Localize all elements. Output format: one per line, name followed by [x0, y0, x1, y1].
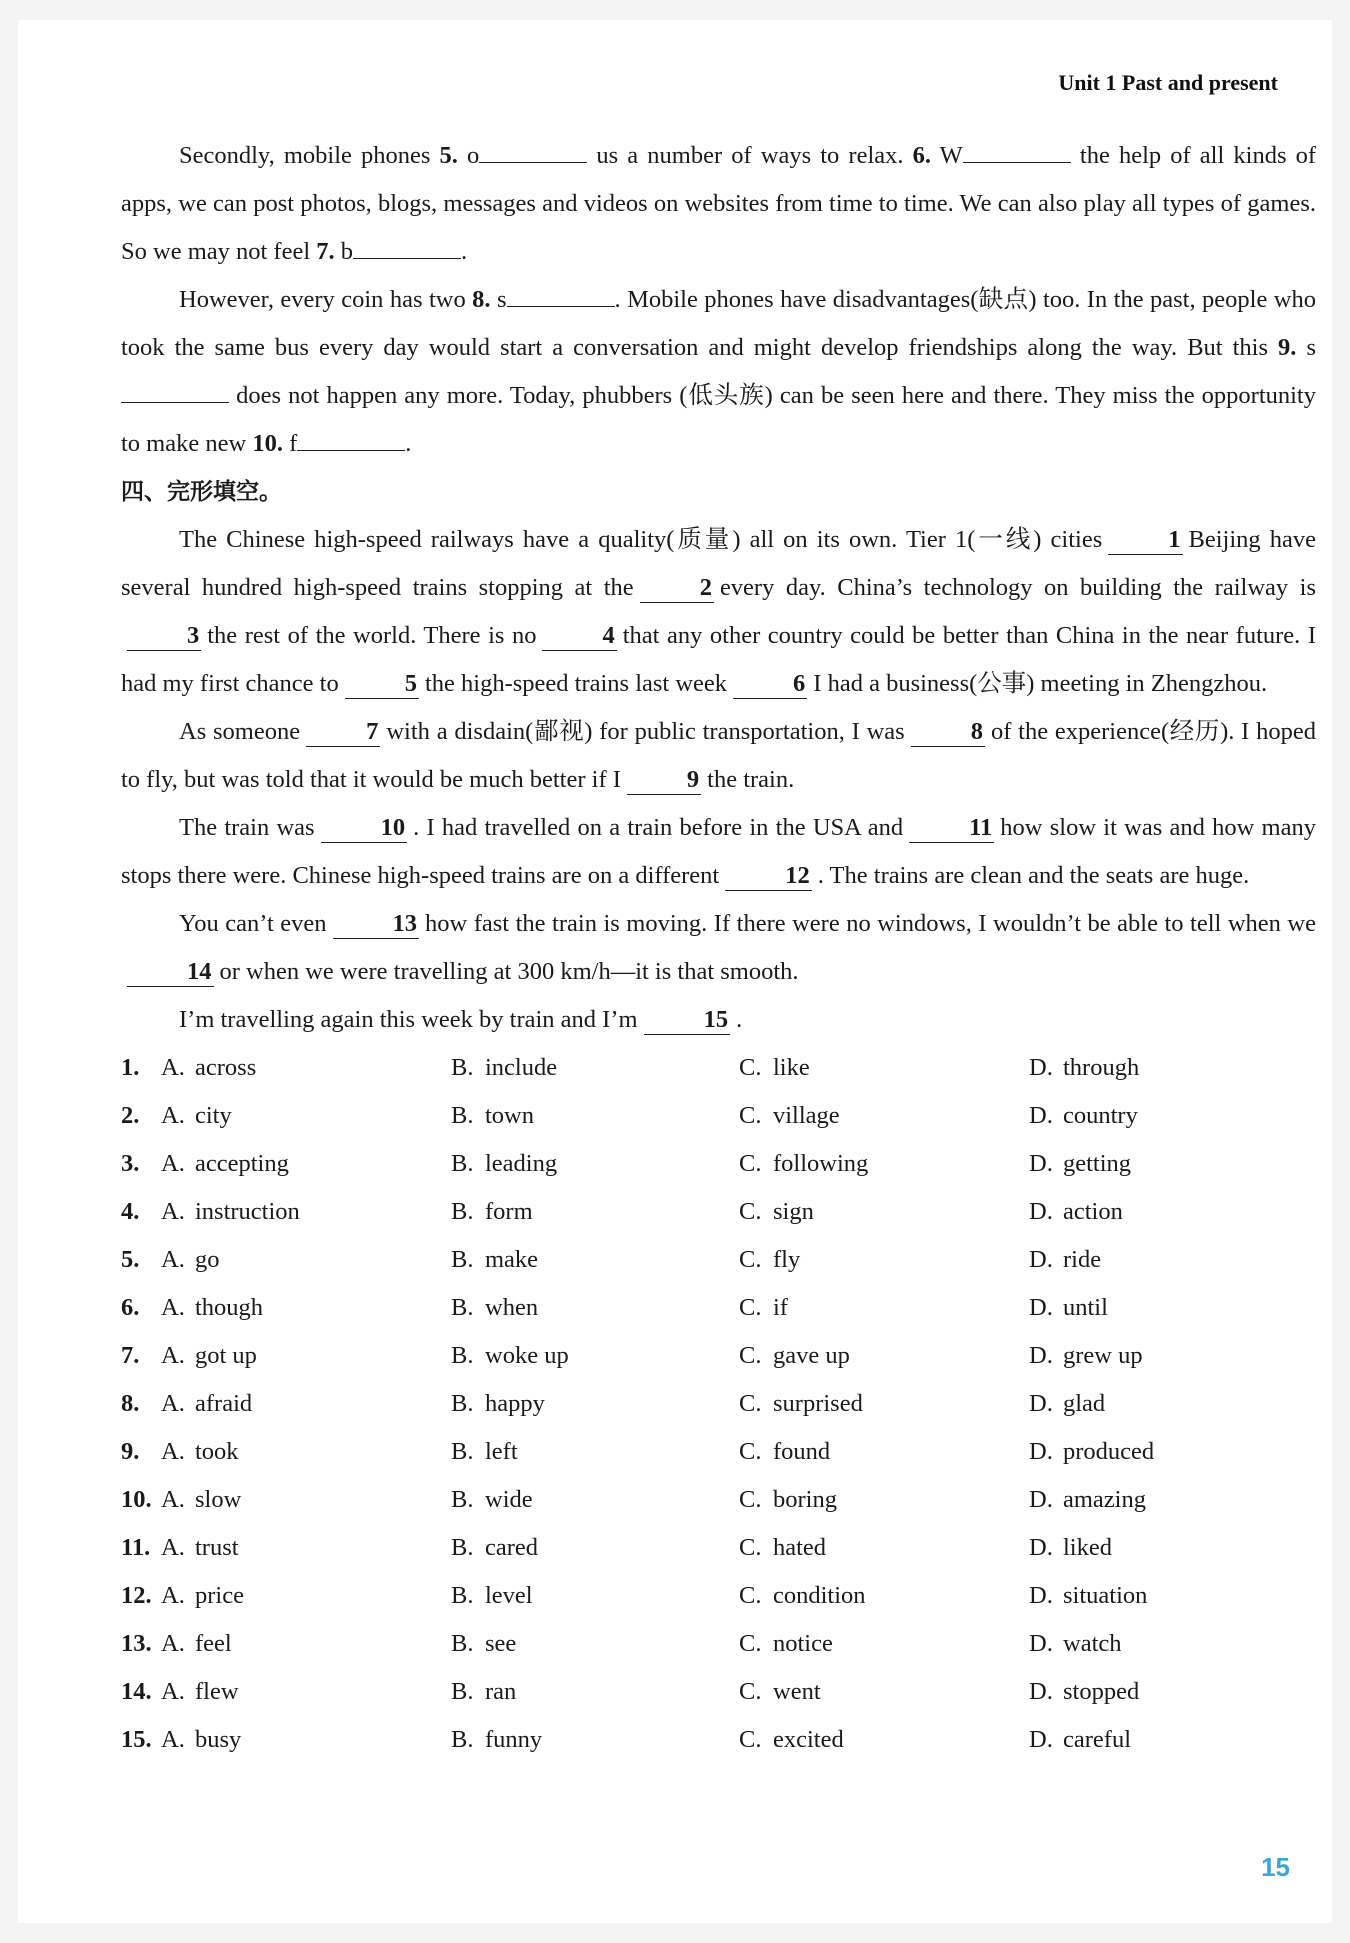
option-text: grew up [1063, 1342, 1143, 1369]
option-letter: B. [451, 1630, 474, 1657]
option-choice-a[interactable] [161, 1486, 451, 1514]
fill-blank-8[interactable] [507, 306, 615, 307]
option-letter: B. [451, 1582, 474, 1609]
option-choice-a[interactable] [161, 1150, 451, 1178]
option-letter: C. [739, 1390, 762, 1417]
option-question-number: 3. [121, 1150, 140, 1177]
option-row [121, 1620, 1316, 1668]
option-text: happy [485, 1390, 545, 1417]
option-question-number: 7. [121, 1342, 140, 1369]
cloze-blank-8[interactable]: 8 [911, 718, 985, 747]
option-letter: C. [739, 1726, 762, 1753]
option-text: afraid [195, 1390, 253, 1417]
option-letter: C. [739, 1102, 762, 1129]
option-text: leading [485, 1150, 558, 1177]
option-choice-d[interactable] [1029, 1198, 1279, 1226]
option-letter: C. [739, 1246, 762, 1273]
text-run: The train was [179, 814, 315, 841]
page-content [121, 132, 1316, 1764]
option-letter: D. [1029, 1150, 1053, 1177]
option-choice-d[interactable] [1029, 1438, 1279, 1466]
option-question-number: 13. [121, 1630, 152, 1657]
option-letter: B. [451, 1054, 474, 1081]
text-run: the help of all kinds of apps, we can post photos, blogs, messages and videos on websites from time to time. We can also play all types of games. So we may not feel [121, 142, 1317, 265]
option-choice-c[interactable] [739, 1582, 1029, 1610]
option-choice-d[interactable] [1029, 1054, 1279, 1082]
text-run: us a number of ways to relax. [587, 142, 913, 169]
cloze-blank-13[interactable]: 13 [333, 910, 420, 939]
option-letter: D. [1029, 1630, 1053, 1657]
option-choice-b[interactable] [451, 1054, 739, 1082]
text-run: . [461, 238, 468, 265]
option-choice-b[interactable] [451, 1582, 739, 1610]
option-choice-a[interactable] [161, 1630, 451, 1658]
running-head: Unit 1 Past and present [1058, 70, 1278, 95]
option-text: flew [195, 1678, 239, 1705]
option-text: through [1063, 1054, 1140, 1081]
option-text: make [485, 1246, 539, 1273]
option-letter: C. [739, 1294, 762, 1321]
text-run: I’m travelling again this week by train and I’m [179, 1006, 638, 1033]
answer-options-list [121, 1044, 1316, 1764]
text-run: the rest of the world. There is no [207, 622, 537, 649]
option-text: ride [1063, 1246, 1102, 1273]
option-letter: D. [1029, 1486, 1053, 1513]
text-run: . I had travelled on a train before in the USA and [413, 814, 904, 841]
fill-blank-6[interactable] [963, 162, 1071, 163]
option-choice-a[interactable] [161, 1678, 451, 1706]
option-choice-a[interactable] [161, 1438, 451, 1466]
option-letter: D. [1029, 1246, 1053, 1273]
option-text: watch [1063, 1630, 1122, 1657]
option-letter: A. [161, 1294, 185, 1321]
option-text: gave up [773, 1342, 850, 1369]
option-letter: C. [739, 1534, 762, 1561]
option-letter: A. [161, 1534, 185, 1561]
paragraph-however [121, 276, 1316, 468]
option-choice-c[interactable] [739, 1246, 1029, 1274]
option-choice-b[interactable] [451, 1342, 739, 1370]
option-letter: A. [161, 1630, 185, 1657]
option-question-number: 9. [121, 1438, 140, 1465]
option-choice-a[interactable] [161, 1726, 451, 1754]
option-choice-b[interactable] [451, 1294, 739, 1322]
blank-initial: b [334, 238, 354, 265]
option-choice-d[interactable] [1029, 1726, 1279, 1754]
option-letter: B. [451, 1486, 474, 1513]
option-letter: C. [739, 1582, 762, 1609]
text-run: I had a business(公事) meeting in Zhengzhou. [813, 670, 1268, 697]
option-letter: C. [739, 1438, 762, 1465]
text-run: However, every coin has two [179, 286, 473, 313]
option-choice-d[interactable] [1029, 1246, 1279, 1274]
paragraph-secondly [121, 132, 1316, 276]
option-text: action [1063, 1198, 1123, 1225]
text-run: the high-speed trains last week [424, 670, 728, 697]
option-choice-b[interactable] [451, 1102, 739, 1130]
cloze-blank-14[interactable]: 14 [127, 958, 214, 987]
option-text: town [485, 1102, 534, 1129]
option-text: go [195, 1246, 220, 1273]
option-text: country [1063, 1102, 1138, 1129]
option-question-number: 4. [121, 1198, 140, 1225]
option-text: if [773, 1294, 788, 1321]
blank-initial: s [490, 286, 507, 313]
cloze-blank-1[interactable]: 1 [1108, 526, 1182, 555]
text-run: . [405, 430, 412, 457]
text-run: You can’t even [179, 910, 327, 937]
text-run: with a disdain(鄙视) for public transportation, I was [386, 718, 905, 745]
option-row [121, 1524, 1316, 1572]
text-run: As someone [179, 718, 301, 745]
option-choice-a[interactable] [161, 1054, 451, 1082]
option-letter: D. [1029, 1534, 1053, 1561]
option-question-number: 12. [121, 1582, 152, 1609]
option-text: fly [773, 1246, 801, 1273]
blank-initial: W [931, 142, 963, 169]
option-choice-d[interactable] [1029, 1102, 1279, 1130]
option-letter: B. [451, 1534, 474, 1561]
option-row [121, 1044, 1316, 1092]
question-number-9: 9. [1278, 334, 1297, 361]
option-text: situation [1063, 1582, 1148, 1609]
text-run: how slow it was and how many stops there were. Chinese high-speed trains are on a different [121, 814, 1316, 889]
option-text: include [485, 1054, 558, 1081]
option-row [121, 1380, 1316, 1428]
option-text: woke up [485, 1342, 569, 1369]
option-text: funny [485, 1726, 543, 1753]
section-heading-cloze: 四、完形填空。 [121, 479, 282, 505]
option-row [121, 1428, 1316, 1476]
cloze-paragraph-5 [121, 996, 1316, 1044]
text-run: every day. China’s technology on building the railway is [719, 574, 1316, 601]
text-run: does not happen any more. Today, phubbers (低头族) can be seen here and there. They miss the opportunity to make new [121, 382, 1316, 457]
option-choice-b[interactable] [451, 1246, 739, 1274]
option-text: ran [485, 1678, 517, 1705]
option-text: trust [195, 1534, 239, 1561]
option-row [121, 1332, 1316, 1380]
option-choice-d[interactable] [1029, 1630, 1279, 1658]
option-choice-d[interactable] [1029, 1342, 1279, 1370]
option-choice-a[interactable] [161, 1582, 451, 1610]
option-question-number: 2. [121, 1102, 140, 1129]
option-text: price [195, 1582, 244, 1609]
question-number-5: 5. [439, 142, 458, 169]
option-text: accepting [195, 1150, 289, 1177]
fill-blank-5[interactable] [479, 162, 587, 163]
option-row [121, 1284, 1316, 1332]
option-letter: A. [161, 1246, 185, 1273]
option-text: wide [485, 1486, 533, 1513]
option-text: city [195, 1102, 232, 1129]
option-letter: A. [161, 1438, 185, 1465]
cloze-blank-11[interactable]: 11 [909, 814, 994, 843]
option-text: sign [773, 1198, 814, 1225]
option-choice-c[interactable] [739, 1630, 1029, 1658]
option-choice-b[interactable] [451, 1390, 739, 1418]
option-text: instruction [195, 1198, 300, 1225]
option-letter: D. [1029, 1102, 1053, 1129]
cloze-blank-15[interactable]: 15 [644, 1006, 731, 1035]
option-letter: D. [1029, 1390, 1053, 1417]
option-row [121, 1188, 1316, 1236]
option-letter: B. [451, 1294, 474, 1321]
cloze-blank-10[interactable]: 10 [321, 814, 408, 843]
option-letter: C. [739, 1678, 762, 1705]
option-text: careful [1063, 1726, 1131, 1753]
option-letter: B. [451, 1198, 474, 1225]
blank-initial: f [282, 430, 298, 457]
cloze-blank-9[interactable]: 9 [627, 766, 701, 795]
option-choice-d[interactable] [1029, 1150, 1279, 1178]
option-question-number: 6. [121, 1294, 140, 1321]
option-text: excited [773, 1726, 844, 1753]
option-choice-c[interactable] [739, 1390, 1029, 1418]
option-text: boring [773, 1486, 837, 1513]
question-number-7: 7. [316, 238, 335, 265]
cloze-paragraph-2 [121, 708, 1316, 804]
option-text: liked [1063, 1534, 1112, 1561]
option-letter: B. [451, 1390, 474, 1417]
option-letter: D. [1029, 1294, 1053, 1321]
fill-blank-7[interactable] [353, 258, 461, 259]
option-letter: C. [739, 1486, 762, 1513]
option-letter: D. [1029, 1438, 1053, 1465]
option-choice-d[interactable] [1029, 1486, 1279, 1514]
option-text: cared [485, 1534, 539, 1561]
option-choice-c[interactable] [739, 1726, 1029, 1754]
cloze-blank-3[interactable]: 3 [127, 622, 201, 651]
option-question-number: 8. [121, 1390, 140, 1417]
option-letter: A. [161, 1198, 185, 1225]
cloze-blank-4[interactable]: 4 [542, 622, 616, 651]
option-choice-c[interactable] [739, 1438, 1029, 1466]
option-row [121, 1236, 1316, 1284]
blank-initial: o [457, 142, 480, 169]
option-letter: C. [739, 1150, 762, 1177]
option-row [121, 1476, 1316, 1524]
option-choice-c[interactable] [739, 1054, 1029, 1082]
option-letter: C. [739, 1342, 762, 1369]
option-text: amazing [1063, 1486, 1146, 1513]
option-letter: C. [739, 1198, 762, 1225]
option-choice-b[interactable] [451, 1678, 739, 1706]
option-letter: D. [1029, 1342, 1053, 1369]
option-choice-c[interactable] [739, 1486, 1029, 1514]
option-text: feel [195, 1630, 232, 1657]
option-text: getting [1063, 1150, 1132, 1177]
option-text: slow [195, 1486, 242, 1513]
cloze-blank-2[interactable]: 2 [640, 574, 714, 603]
option-letter: A. [161, 1342, 185, 1369]
page-number: 15 [1261, 1852, 1290, 1882]
option-choice-b[interactable] [451, 1486, 739, 1514]
text-run: the train. [707, 766, 795, 793]
option-text: went [773, 1678, 821, 1705]
option-choice-b[interactable] [451, 1534, 739, 1562]
question-number-6: 6. [912, 142, 931, 169]
cloze-blank-12[interactable]: 12 [725, 862, 812, 891]
cloze-paragraph-4 [121, 900, 1316, 996]
text-run: . The trains are clean and the seats are huge. [817, 862, 1250, 889]
option-text: hated [773, 1534, 827, 1561]
option-choice-a[interactable] [161, 1198, 451, 1226]
question-number-8: 8. [472, 286, 491, 313]
option-choice-c[interactable] [739, 1678, 1029, 1706]
cloze-paragraph-1 [121, 516, 1316, 708]
option-choice-d[interactable] [1029, 1534, 1279, 1562]
option-question-number: 15. [121, 1726, 152, 1753]
option-choice-a[interactable] [161, 1294, 451, 1322]
cloze-blank-7[interactable]: 7 [306, 718, 380, 747]
option-letter: C. [739, 1054, 762, 1081]
worksheet-page [18, 20, 1332, 1923]
option-question-number: 5. [121, 1246, 140, 1273]
option-letter: B. [451, 1102, 474, 1129]
text-run: Beijing have several hundred high-speed trains stopping at the [121, 526, 1316, 601]
option-letter: A. [161, 1678, 185, 1705]
question-number-10: 10. [252, 430, 283, 457]
option-choice-c[interactable] [739, 1294, 1029, 1322]
text-run: that any other country could be better than China in the near future. I had my first chance to [121, 622, 1317, 697]
option-letter: A. [161, 1486, 185, 1513]
option-letter: B. [451, 1726, 474, 1753]
option-text: village [773, 1102, 840, 1129]
text-run: how fast the train is moving. If there were no windows, I wouldn’t be able to tell when we [425, 910, 1316, 937]
option-choice-b[interactable] [451, 1630, 739, 1658]
option-letter: D. [1029, 1678, 1053, 1705]
option-letter: D. [1029, 1054, 1053, 1081]
option-text: across [195, 1054, 257, 1081]
option-text: see [485, 1630, 517, 1657]
option-question-number: 11. [121, 1534, 151, 1561]
option-letter: D. [1029, 1582, 1053, 1609]
option-text: produced [1063, 1438, 1155, 1465]
option-choice-a[interactable] [161, 1534, 451, 1562]
option-choice-c[interactable] [739, 1150, 1029, 1178]
option-choice-a[interactable] [161, 1102, 451, 1130]
text-run: . [736, 1006, 743, 1033]
option-letter: A. [161, 1150, 185, 1177]
option-question-number: 1. [121, 1054, 140, 1081]
option-choice-c[interactable] [739, 1534, 1029, 1562]
option-text: glad [1063, 1390, 1106, 1417]
option-choice-b[interactable] [451, 1150, 739, 1178]
option-text: level [485, 1582, 533, 1609]
option-text: took [195, 1438, 239, 1465]
option-text: surprised [773, 1390, 863, 1417]
option-choice-a[interactable] [161, 1246, 451, 1274]
blank-initial: s [1296, 334, 1316, 361]
text-run: . Mobile phones have disadvantages(缺点) too. In the past, people who took the same bus every day would start a conversation and might develop friendships along the way. But this [121, 286, 1316, 361]
cloze-blank-5[interactable]: 5 [345, 670, 419, 699]
option-letter: A. [161, 1054, 185, 1081]
option-choice-c[interactable] [739, 1102, 1029, 1130]
option-text: notice [773, 1630, 833, 1657]
option-question-number: 10. [121, 1486, 152, 1513]
option-letter: D. [1029, 1198, 1053, 1225]
option-text: following [773, 1150, 869, 1177]
option-letter: D. [1029, 1726, 1053, 1753]
option-choice-a[interactable] [161, 1390, 451, 1418]
option-row [121, 1140, 1316, 1188]
option-text: form [485, 1198, 533, 1225]
option-choice-d[interactable] [1029, 1582, 1279, 1610]
option-text: when [485, 1294, 539, 1321]
option-row [121, 1092, 1316, 1140]
option-letter: B. [451, 1150, 474, 1177]
fill-blank-9[interactable] [121, 402, 229, 403]
option-text: busy [195, 1726, 242, 1753]
option-text: condition [773, 1582, 866, 1609]
option-choice-d[interactable] [1029, 1678, 1279, 1706]
option-text: left [485, 1438, 518, 1465]
option-text: found [773, 1438, 831, 1465]
option-choice-a[interactable] [161, 1342, 451, 1370]
option-row [121, 1668, 1316, 1716]
text-run: Secondly, mobile phones [179, 142, 440, 169]
option-choice-b[interactable] [451, 1198, 739, 1226]
option-choice-c[interactable] [739, 1198, 1029, 1226]
option-row [121, 1572, 1316, 1620]
option-choice-c[interactable] [739, 1342, 1029, 1370]
option-choice-b[interactable] [451, 1438, 739, 1466]
option-letter: B. [451, 1342, 474, 1369]
cloze-blank-6[interactable]: 6 [733, 670, 807, 699]
option-choice-d[interactable] [1029, 1390, 1279, 1418]
option-choice-d[interactable] [1029, 1294, 1279, 1322]
cloze-paragraph-3 [121, 804, 1316, 900]
option-letter: C. [739, 1630, 762, 1657]
option-letter: B. [451, 1678, 474, 1705]
option-text: got up [195, 1342, 257, 1369]
option-letter: A. [161, 1726, 185, 1753]
option-row [121, 1716, 1316, 1764]
option-text: stopped [1063, 1678, 1140, 1705]
option-text: until [1063, 1294, 1108, 1321]
option-text: like [773, 1054, 810, 1081]
option-letter: B. [451, 1246, 474, 1273]
text-run: The Chinese high-speed railways have a quality(质量) all on its own. Tier 1(一线) cities [179, 526, 1103, 553]
option-letter: A. [161, 1390, 185, 1417]
option-text: though [195, 1294, 264, 1321]
option-question-number: 14. [121, 1678, 152, 1705]
option-choice-b[interactable] [451, 1726, 739, 1754]
option-letter: A. [161, 1102, 185, 1129]
text-run: or when we were travelling at 300 km/h—it is that smooth. [219, 958, 799, 985]
fill-blank-10[interactable] [297, 450, 405, 451]
option-letter: B. [451, 1438, 474, 1465]
text-run: of the experience(经历). I hoped to fly, but was told that it would be much better if I [121, 718, 1316, 793]
option-letter: A. [161, 1582, 185, 1609]
